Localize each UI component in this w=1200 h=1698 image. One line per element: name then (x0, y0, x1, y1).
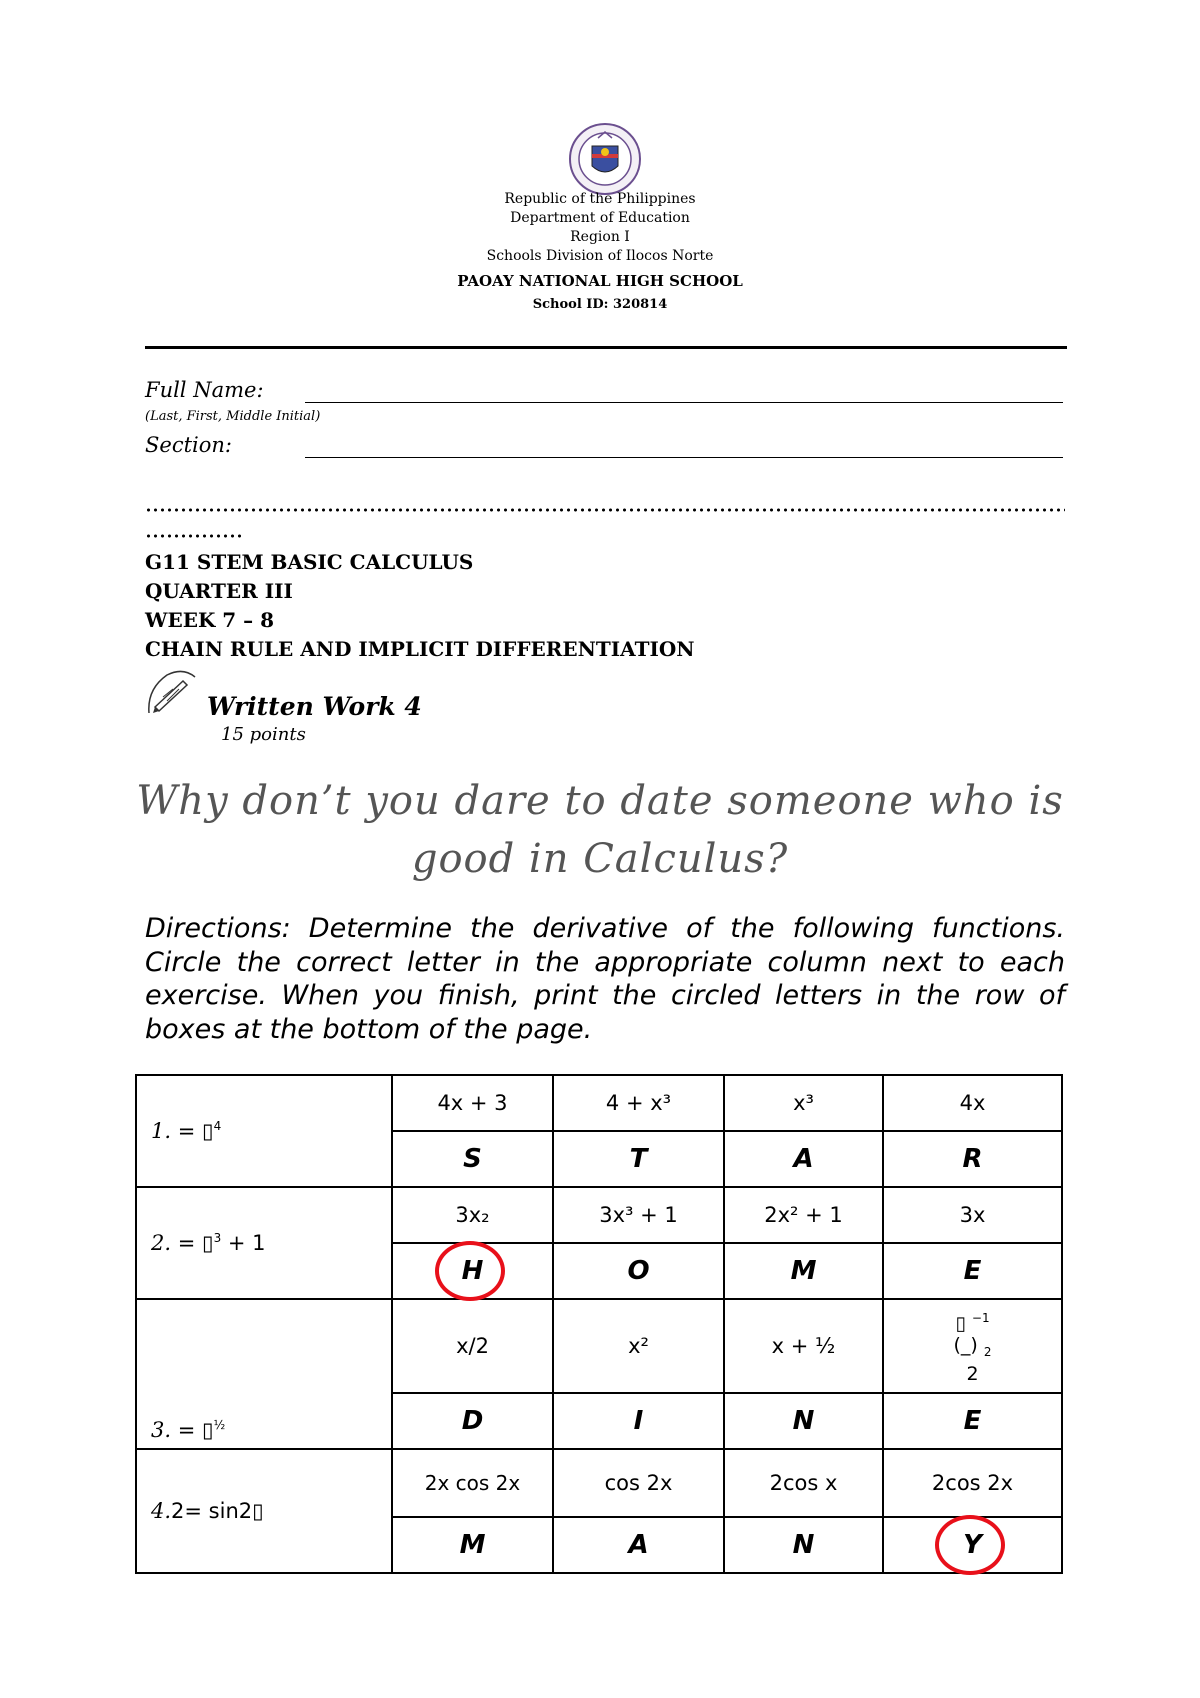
fraction-denominator: 2 (966, 1363, 979, 1386)
answer-option[interactable]: x/2 (392, 1299, 553, 1393)
fraction-base: ▯ (955, 1312, 966, 1335)
answer-option[interactable]: x + ½ (724, 1299, 883, 1393)
question-expression: 2= sin2▯ (171, 1499, 264, 1523)
riddle-line-2: good in Calculus? (411, 836, 789, 882)
fraction-exponent: −1 (971, 1310, 990, 1325)
question-exponent: ½ (213, 1418, 226, 1432)
week-title: WEEK 7 – 8 (145, 608, 275, 632)
answer-letter[interactable]: A (724, 1131, 883, 1187)
table-row (136, 1449, 1062, 1517)
answer-option[interactable]: 2cos 2x (883, 1449, 1062, 1517)
answer-option[interactable]: cos 2x (553, 1449, 724, 1517)
answer-letter[interactable]: D (392, 1393, 553, 1449)
question-cell (136, 1449, 392, 1573)
red-circle-mark (935, 1515, 1005, 1575)
school-id: School ID: 320814 (532, 297, 668, 312)
answer-option[interactable]: 2x cos 2x (392, 1449, 553, 1517)
answer-letter[interactable]: M (392, 1517, 553, 1573)
answer-letter[interactable]: A (553, 1517, 724, 1573)
question-number: 4. (151, 1499, 172, 1523)
quarter-title: QUARTER III (145, 579, 293, 603)
course-title: G11 STEM BASIC CALCULUS (145, 550, 474, 574)
question-expression: = ▯ (177, 1418, 214, 1442)
question-number: 2. (151, 1231, 172, 1255)
full-name-label: Full Name: (145, 378, 264, 402)
answer-letter[interactable]: E (883, 1243, 1062, 1299)
school-name: PAOAY NATIONAL HIGH SCHOOL (457, 272, 743, 290)
section-field[interactable] (305, 457, 1063, 458)
dotted-separator (145, 508, 1065, 512)
question-expression: = ▯ (177, 1119, 214, 1143)
directions-text: Directions: Determine the derivative of the following functions. Circle the correct letter in the appropriate column next to each exercise. When you finish, print the circled letters in the row of boxes at the bottom of the page. (145, 913, 1065, 1045)
answer-letter[interactable]: N (724, 1517, 883, 1573)
table-row (136, 1299, 1062, 1393)
answer-option[interactable]: 3x³ + 1 (553, 1187, 724, 1243)
header-divider (145, 346, 1067, 349)
red-circle-mark (435, 1241, 505, 1301)
header-line-2: Department of Education (510, 210, 690, 226)
question-cell (136, 1187, 392, 1299)
answer-option[interactable]: 2x² + 1 (724, 1187, 883, 1243)
answer-letter[interactable]: N (724, 1393, 883, 1449)
section-label: Section: (145, 433, 232, 457)
question-number: 3. (151, 1418, 172, 1442)
question-cell (136, 1075, 392, 1187)
question-exponent: 3 (213, 1231, 222, 1245)
answer-option[interactable]: 3x₂ (392, 1187, 553, 1243)
topic-title: CHAIN RULE AND IMPLICIT DIFFERENTIATION (145, 637, 695, 661)
fraction-sub: 2 (983, 1345, 992, 1360)
answer-letter[interactable]: M (724, 1243, 883, 1299)
riddle-line-1: Why don’t you dare to date someone who is (136, 778, 1064, 824)
letter-text: Y (963, 1530, 982, 1560)
answer-letter-circled[interactable] (392, 1243, 553, 1299)
question-tail: + 1 (227, 1231, 266, 1255)
answer-option[interactable]: 3x (883, 1187, 1062, 1243)
answer-letter[interactable]: E (883, 1393, 1062, 1449)
answer-letter[interactable]: T (553, 1131, 724, 1187)
fraction-paren: (_) (953, 1334, 978, 1357)
answer-letter[interactable]: R (883, 1131, 1062, 1187)
answer-letter-circled[interactable] (883, 1517, 1062, 1573)
answer-option[interactable]: 4 + x³ (553, 1075, 724, 1131)
pen-icon (143, 667, 199, 719)
answer-letter[interactable]: S (392, 1131, 553, 1187)
answer-option[interactable]: 4x (883, 1075, 1062, 1131)
table-row (136, 1075, 1062, 1131)
full-name-field[interactable] (305, 402, 1063, 403)
answer-letter[interactable]: O (553, 1243, 724, 1299)
written-work-title: Written Work 4 (207, 692, 422, 721)
answer-letter[interactable]: I (553, 1393, 724, 1449)
answer-option[interactable]: x³ (724, 1075, 883, 1131)
table-row (136, 1187, 1062, 1243)
dotted-separator-tail (145, 534, 243, 538)
deped-seal-icon (568, 122, 642, 196)
header-line-4: Schools Division of Ilocos Norte (486, 248, 714, 264)
header-line-3: Region I (570, 229, 630, 245)
answer-option[interactable] (883, 1299, 1062, 1393)
answer-option[interactable]: 2cos x (724, 1449, 883, 1517)
points-label: 15 points (221, 724, 306, 745)
question-number: 1. (151, 1119, 172, 1143)
answer-option[interactable]: x² (553, 1299, 724, 1393)
question-cell (136, 1299, 392, 1449)
question-expression: = ▯ (177, 1231, 214, 1255)
fraction-answer (953, 1307, 991, 1385)
question-exponent: 4 (213, 1119, 222, 1133)
answer-option[interactable]: 4x + 3 (392, 1075, 553, 1131)
full-name-hint: (Last, First, Middle Initial) (145, 409, 321, 424)
header-line-1: Republic of the Philippines (504, 191, 696, 207)
answer-table (135, 1074, 1063, 1574)
letter-text: H (461, 1256, 484, 1286)
